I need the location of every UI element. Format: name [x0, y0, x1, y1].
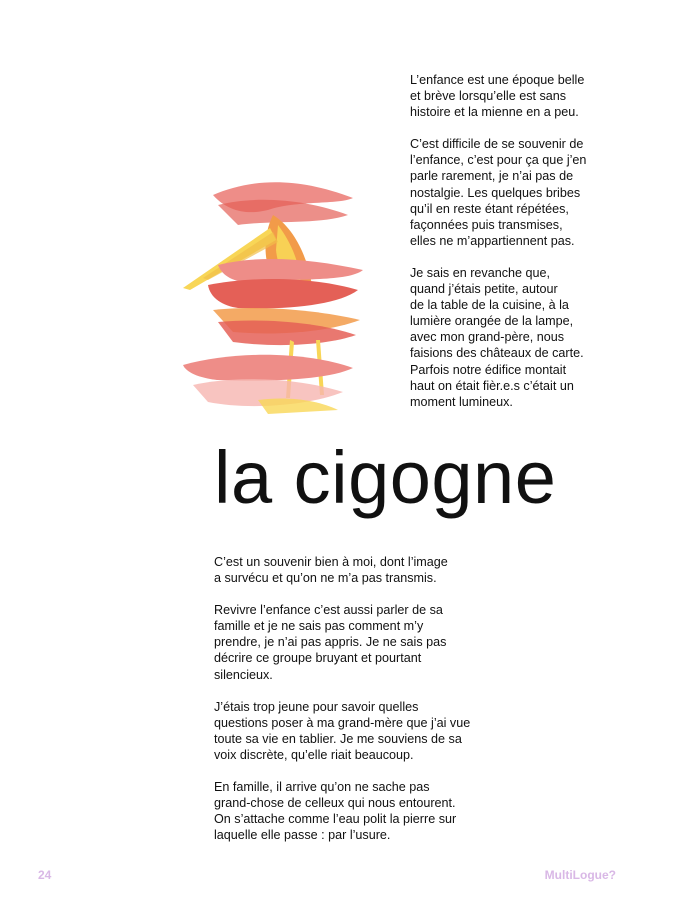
intro-column: [410, 72, 620, 426]
intro-paragraph-3: Je sais en revanche que, quand j’étais petite, autour de la table de la cuisine, à la lumière orangée de la lampe, avec mon grand-père, nous faisions des châteaux de carte. Parfois notre édifice montait haut on était fièr.e.s c’était un moment lumineux.: [410, 265, 584, 409]
page-number: 24: [38, 868, 52, 882]
body-paragraph-3: J’étais trop jeune pour savoir quelles questions poser à ma grand-mère que j’ai vue toute sa vie en tablier. Je me souviens de sa voix discrète, qu’elle riait beaucoup.: [214, 699, 471, 762]
intro-paragraph-2: C’est difficile de se souvenir de l’enfance, c’est pour ça que j’en parle rarement, je n’ai pas de nostalgie. Les quelques bribes qu’il en reste étant répétées, façonnées puis transmises, elles ne m’appartiennent pas.: [410, 137, 587, 248]
magazine-name: MultiLogue?: [544, 868, 616, 882]
stork-illustration: [178, 170, 363, 415]
body-paragraph-2: Revivre l’enfance c’est aussi parler de sa famille et je ne sais pas comment m’y prendre, je n’ai pas appris. Je ne sais pas décrire ce groupe bruyant et pourtant silencieux.: [214, 603, 447, 682]
body-paragraph-4: En famille, il arrive qu’on ne sache pas grand-chose de celleux qui nous entourent. On s’attache comme l’eau polit la pierre sur laquelle elle passe : par l’usure.: [214, 780, 457, 843]
body-column: [214, 554, 514, 859]
intro-paragraph-1: L’enfance est une époque belle et brève lorsqu’elle est sans histoire et la mienne en a peu.: [410, 73, 585, 120]
page-title: la cigogne: [214, 436, 557, 519]
body-paragraph-1: C’est un souvenir bien à moi, dont l’image a survécu et qu’on ne m’a pas transmis.: [214, 555, 448, 586]
